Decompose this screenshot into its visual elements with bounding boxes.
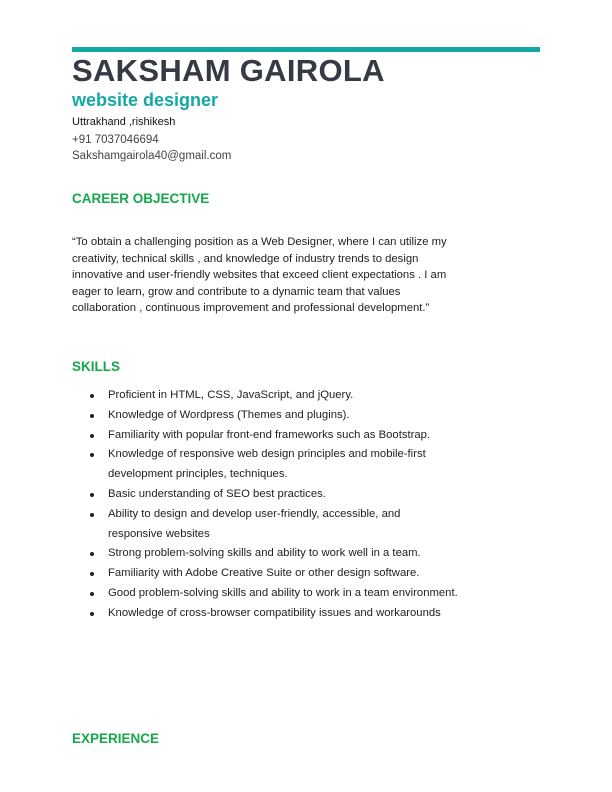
skill-text: Basic understanding of SEO best practices. (108, 487, 326, 500)
bullet-icon (90, 552, 94, 556)
skill-text: Familiarity with Adobe Creative Suite or other design software. (108, 567, 420, 580)
bullet-icon (90, 493, 94, 497)
skill-text: Strong problem-solving skills and ability to work well in a team. (108, 547, 421, 560)
skill-text: Ability to design and develop user-friendly, accessible, and responsive websites (108, 507, 401, 540)
skill-text: Proficient in HTML, CSS, JavaScript, and jQuery. (108, 389, 354, 401)
skill-item (108, 505, 458, 545)
job-title: website designer (72, 90, 219, 110)
skills-list (108, 386, 458, 624)
skill-item (108, 584, 458, 604)
skill-item (108, 604, 458, 624)
candidate-name: SAKSHAM GAIROLA (72, 53, 385, 88)
skills-heading: SKILLS (72, 359, 121, 374)
bullet-icon (90, 414, 94, 418)
career-objective-heading: CAREER OBJECTIVE (72, 191, 210, 206)
bullet-icon (90, 513, 94, 517)
bullet-icon (90, 572, 94, 576)
skill-item (108, 544, 458, 564)
skill-item (108, 485, 458, 505)
skill-item (108, 564, 458, 584)
bullet-icon (90, 592, 94, 596)
skill-item (108, 386, 458, 406)
header-accent-bar (72, 47, 540, 52)
email-address: Sakshamgairola40@gmail.com (72, 150, 232, 162)
bullet-icon (90, 394, 94, 398)
bullet-icon (90, 612, 94, 616)
bullet-icon (90, 434, 94, 438)
bullet-icon (90, 453, 94, 457)
skill-text: Knowledge of responsive web design principles and mobile-first development principles, techniques. (108, 448, 426, 481)
skill-text: Knowledge of cross-browser compatibility issues and workarounds (108, 606, 441, 619)
skill-item (108, 445, 458, 485)
career-objective-text: “To obtain a challenging position as a Web Designer, where I can utilize my creativity, technical skills , and knowledge of industry trends to design innovative and user-friendly websites that exceed client expectations . I am eager to learn, grow and contribute to a dynamic team that values collaboration , continuous improvement and professional development.” (72, 236, 447, 315)
skill-text: Familiarity with popular front-end frameworks such as Bootstrap. (108, 428, 431, 441)
skill-item (108, 406, 458, 426)
experience-heading: EXPERIENCE (72, 731, 160, 746)
skill-text: Good problem-solving skills and ability to work in a team environment. (108, 586, 458, 599)
skill-item (108, 426, 458, 446)
location: Uttrakhand ,rishikesh (72, 116, 176, 128)
phone-number: +91 7037046694 (72, 134, 159, 146)
skill-text: Knowledge of Wordpress (Themes and plugins). (108, 408, 350, 421)
